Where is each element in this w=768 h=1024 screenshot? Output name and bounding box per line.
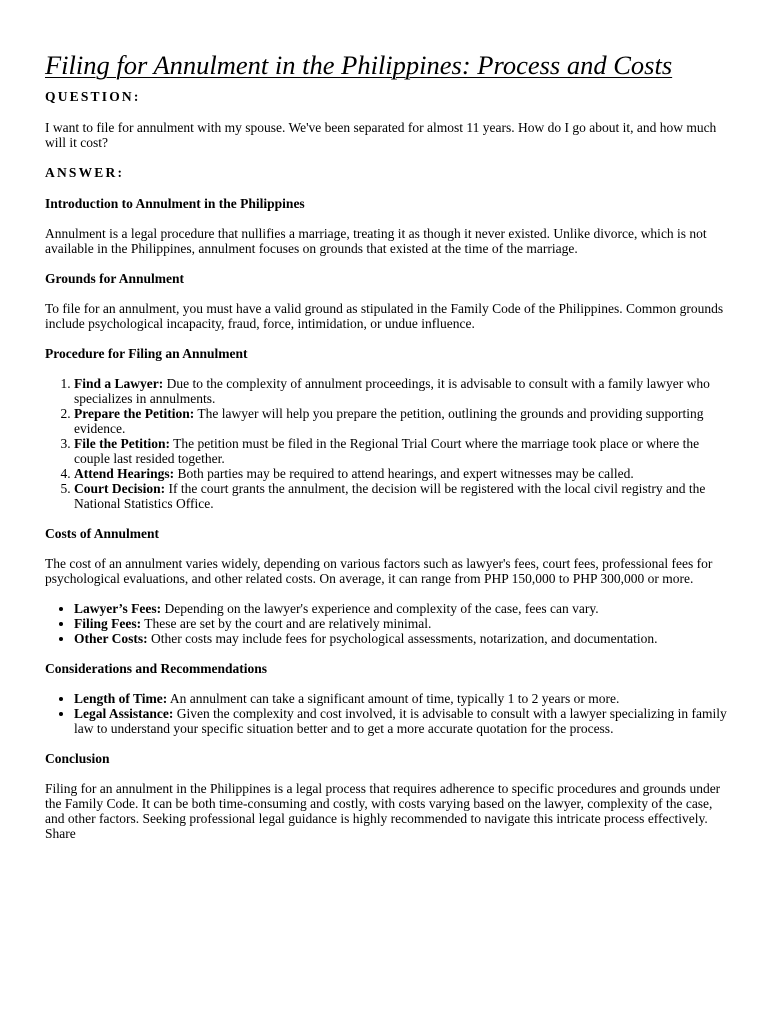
list-item [74,406,728,436]
list-item [74,706,728,736]
list-item [74,691,728,706]
list-item-text: Depending on the lawyer's experience and complexity of the case, fees can vary. [161,601,599,616]
procedure-heading: Procedure for Filing an Annulment [45,346,248,361]
list-item-text: Given the complexity and cost involved, it is advisable to consult with a lawyer specializing in family law to understand your specific situation better and to get a more accurate quotation for the process. [74,706,727,736]
share-link[interactable]: Share [45,826,76,841]
list-item [74,631,728,646]
intro-heading: Introduction to Annulment in the Philippines [45,196,305,211]
list-item-term: Find a Lawyer: [74,376,164,391]
procedure-list [45,376,728,511]
list-item-term: Court Decision: [74,481,166,496]
page-title: Filing for Annulment in the Philippines: Process and Costs [45,50,673,80]
grounds-text: To file for an annulment, you must have a valid ground as stipulated in the Family Code of the Philippines. Common grounds include psychological incapacity, fraud, force, intimidation, or undue influence. [45,301,724,331]
list-item-text: Other costs may include fees for psychological assessments, notarization, and documentation. [147,631,658,646]
question-label: QUESTION: [45,89,141,104]
list-item-text: If the court grants the annulment, the decision will be registered with the local civil registry and the National Statistics Office. [74,481,706,511]
list-item-text: Due to the complexity of annulment proceedings, it is advisable to consult with a family lawyer who specializes in annulments. [74,376,710,406]
list-item-term: Prepare the Petition: [74,406,195,421]
question-text: I want to file for annulment with my spouse. We've been separated for almost 11 years. How do I go about it, and how much will it cost? [45,120,717,150]
list-item-text: Both parties may be required to attend hearings, and expert witnesses may be called. [174,466,634,481]
list-item-term: Legal Assistance: [74,706,174,721]
considerations-list [45,691,728,736]
intro-text: Annulment is a legal procedure that nullifies a marriage, treating it as though it never existed. Unlike divorce, which is not available in the Philippines, annulment focuses on grounds that existed at the time of the marriage. [45,226,707,256]
list-item-term: Attend Hearings: [74,466,175,481]
list-item-term: Lawyer’s Fees: [74,601,162,616]
list-item [74,376,728,406]
grounds-heading: Grounds for Annulment [45,271,185,286]
conclusion-text: Filing for an annulment in the Philippines is a legal process that requires adherence to specific procedures and grounds under the Family Code. It can be both time-consuming and costly, with costs varying based on the lawyer, complexity of the case, and other factors. Seeking professional legal guidance is highly recommended to navigate this intricate process effectively. [45,781,721,826]
considerations-heading: Considerations and Recommendations [45,661,268,676]
list-item-term: Filing Fees: [74,616,142,631]
list-item [74,436,728,466]
list-item-text: These are set by the court and are relatively minimal. [141,616,432,631]
list-item [74,481,728,511]
list-item-text: An annulment can take a significant amount of time, typically 1 to 2 years or more. [167,691,620,706]
list-item [74,466,728,481]
answer-label: ANSWER: [45,165,125,180]
list-item-text: The petition must be filed in the Regional Trial Court where the marriage took place or where the couple last resided together. [74,436,700,466]
list-item [74,601,728,616]
list-item-text: The lawyer will help you prepare the petition, outlining the grounds and providing supporting evidence. [74,406,704,436]
costs-text: The cost of an annulment varies widely, depending on various factors such as lawyer's fees, court fees, professional fees for psychological evaluations, and other related costs. On average, it can range from PHP 150,000 to PHP 300,000 or more. [45,556,713,586]
list-item-term: Length of Time: [74,691,168,706]
list-item-term: Other Costs: [74,631,148,646]
conclusion-heading: Conclusion [45,751,110,766]
costs-heading: Costs of Annulment [45,526,160,541]
costs-list [45,601,728,646]
list-item [74,616,728,631]
list-item-term: File the Petition: [74,436,170,451]
